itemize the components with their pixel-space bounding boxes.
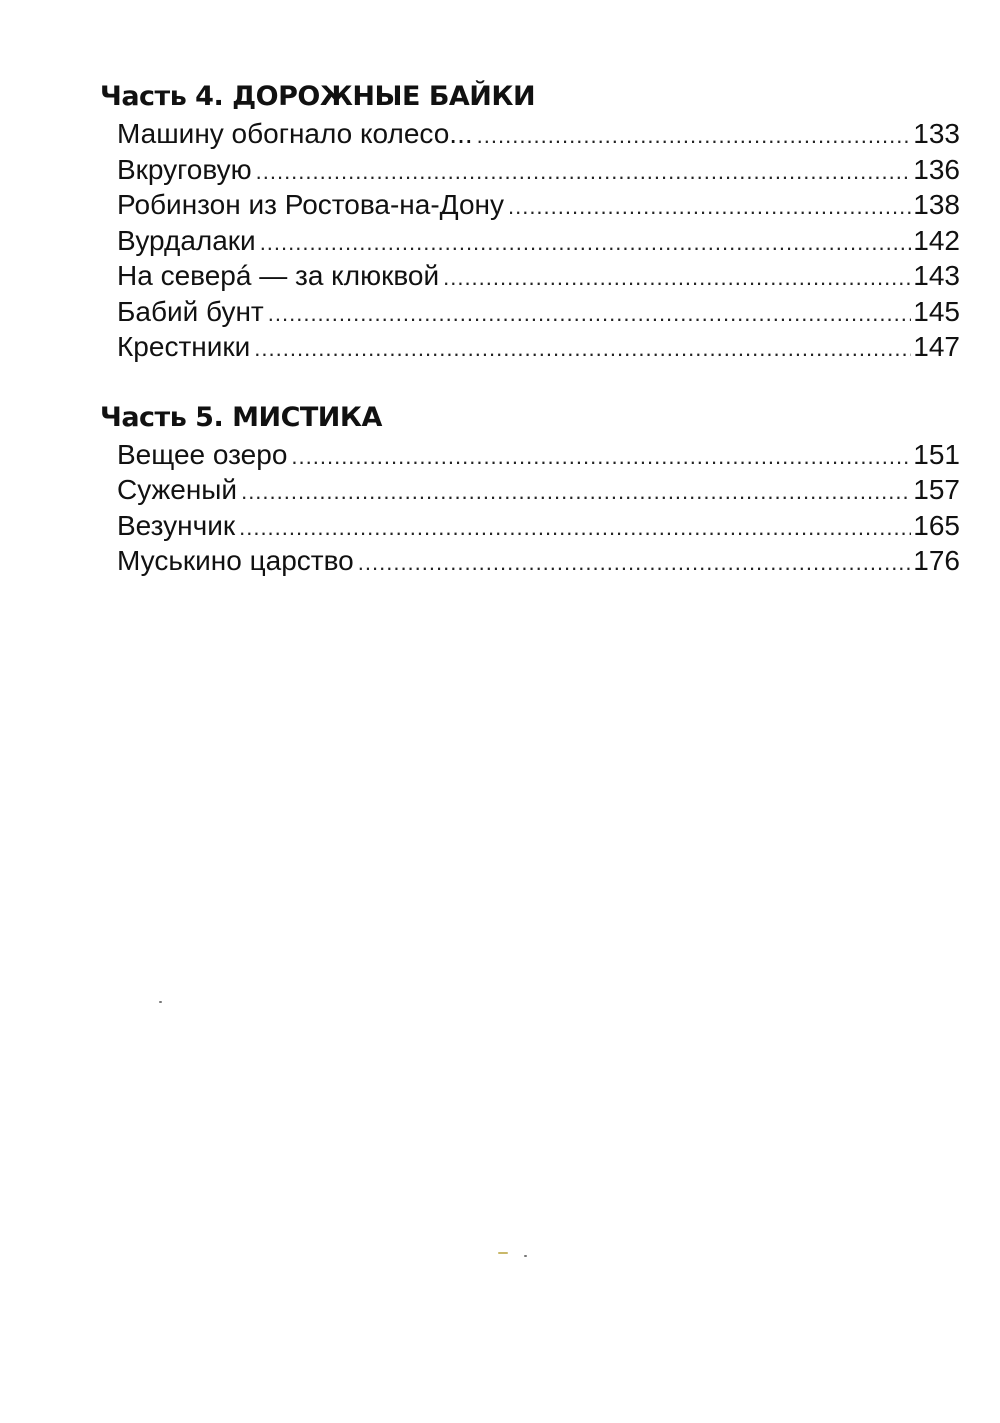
toc-entry[interactable] xyxy=(117,472,960,508)
entry-title: Бабий бунт xyxy=(117,295,264,327)
entry-title: Суженый xyxy=(117,474,238,505)
entry-page-number: 151 xyxy=(913,438,960,470)
dot-leader xyxy=(260,225,912,261)
dot-leader xyxy=(254,331,911,367)
entry-page-number: 138 xyxy=(913,189,960,220)
scan-speck xyxy=(159,1001,162,1003)
dot-leader xyxy=(358,545,912,581)
toc-entry[interactable] xyxy=(117,294,960,330)
toc-entry[interactable] xyxy=(117,543,960,579)
entry-title: Вкруговую xyxy=(117,153,252,185)
entry-page-number: 147 xyxy=(913,331,960,362)
toc-entry[interactable] xyxy=(117,437,960,473)
entry-page-number: 165 xyxy=(913,509,960,541)
toc-entry[interactable] xyxy=(117,187,960,223)
dot-leader xyxy=(239,510,911,546)
entry-page-number: 176 xyxy=(913,545,960,576)
entry-title: Машину обогнало колесо... xyxy=(117,118,473,149)
dot-leader xyxy=(256,154,912,190)
entry-page-number: 143 xyxy=(913,260,960,291)
dot-leader xyxy=(477,118,912,154)
entry-page-number: 136 xyxy=(913,153,960,185)
entry-page-number: 133 xyxy=(913,118,960,149)
entry-title: Робинзон из Ростова-на-Дону xyxy=(117,189,504,220)
entry-title: Вурдалаки xyxy=(117,224,256,256)
entry-title: Вещее озеро xyxy=(117,438,288,470)
entry-title: Муськино царство xyxy=(117,545,354,576)
part-title: Часть 5. МИСТИКА xyxy=(100,401,382,433)
toc-part-5 xyxy=(100,399,960,579)
toc-entry[interactable] xyxy=(117,329,960,365)
part-entries xyxy=(100,116,960,365)
scan-speck xyxy=(498,1252,508,1254)
entry-page-number: 142 xyxy=(913,224,960,256)
entry-page-number: 145 xyxy=(913,295,960,327)
dot-leader xyxy=(268,296,912,332)
toc-entry[interactable] xyxy=(117,223,960,259)
table-of-contents xyxy=(100,78,960,613)
dot-leader xyxy=(241,474,911,510)
entry-title: На северá — за клюквой xyxy=(117,260,440,291)
toc-entry[interactable] xyxy=(117,116,960,152)
entry-title: Везунчик xyxy=(117,509,236,541)
entry-page-number: 157 xyxy=(913,474,960,505)
dot-leader xyxy=(508,189,911,225)
toc-entry[interactable] xyxy=(117,258,960,294)
part-title: Часть 4. ДОРОЖНЫЕ БАЙКИ xyxy=(100,81,536,112)
toc-entry[interactable] xyxy=(117,508,960,544)
part-entries xyxy=(100,437,960,579)
toc-part-4 xyxy=(100,78,960,365)
dot-leader xyxy=(291,439,911,475)
entry-title: Крестники xyxy=(117,331,251,362)
scan-speck xyxy=(524,1255,527,1257)
dot-leader xyxy=(443,260,911,296)
toc-entry[interactable] xyxy=(117,152,960,188)
